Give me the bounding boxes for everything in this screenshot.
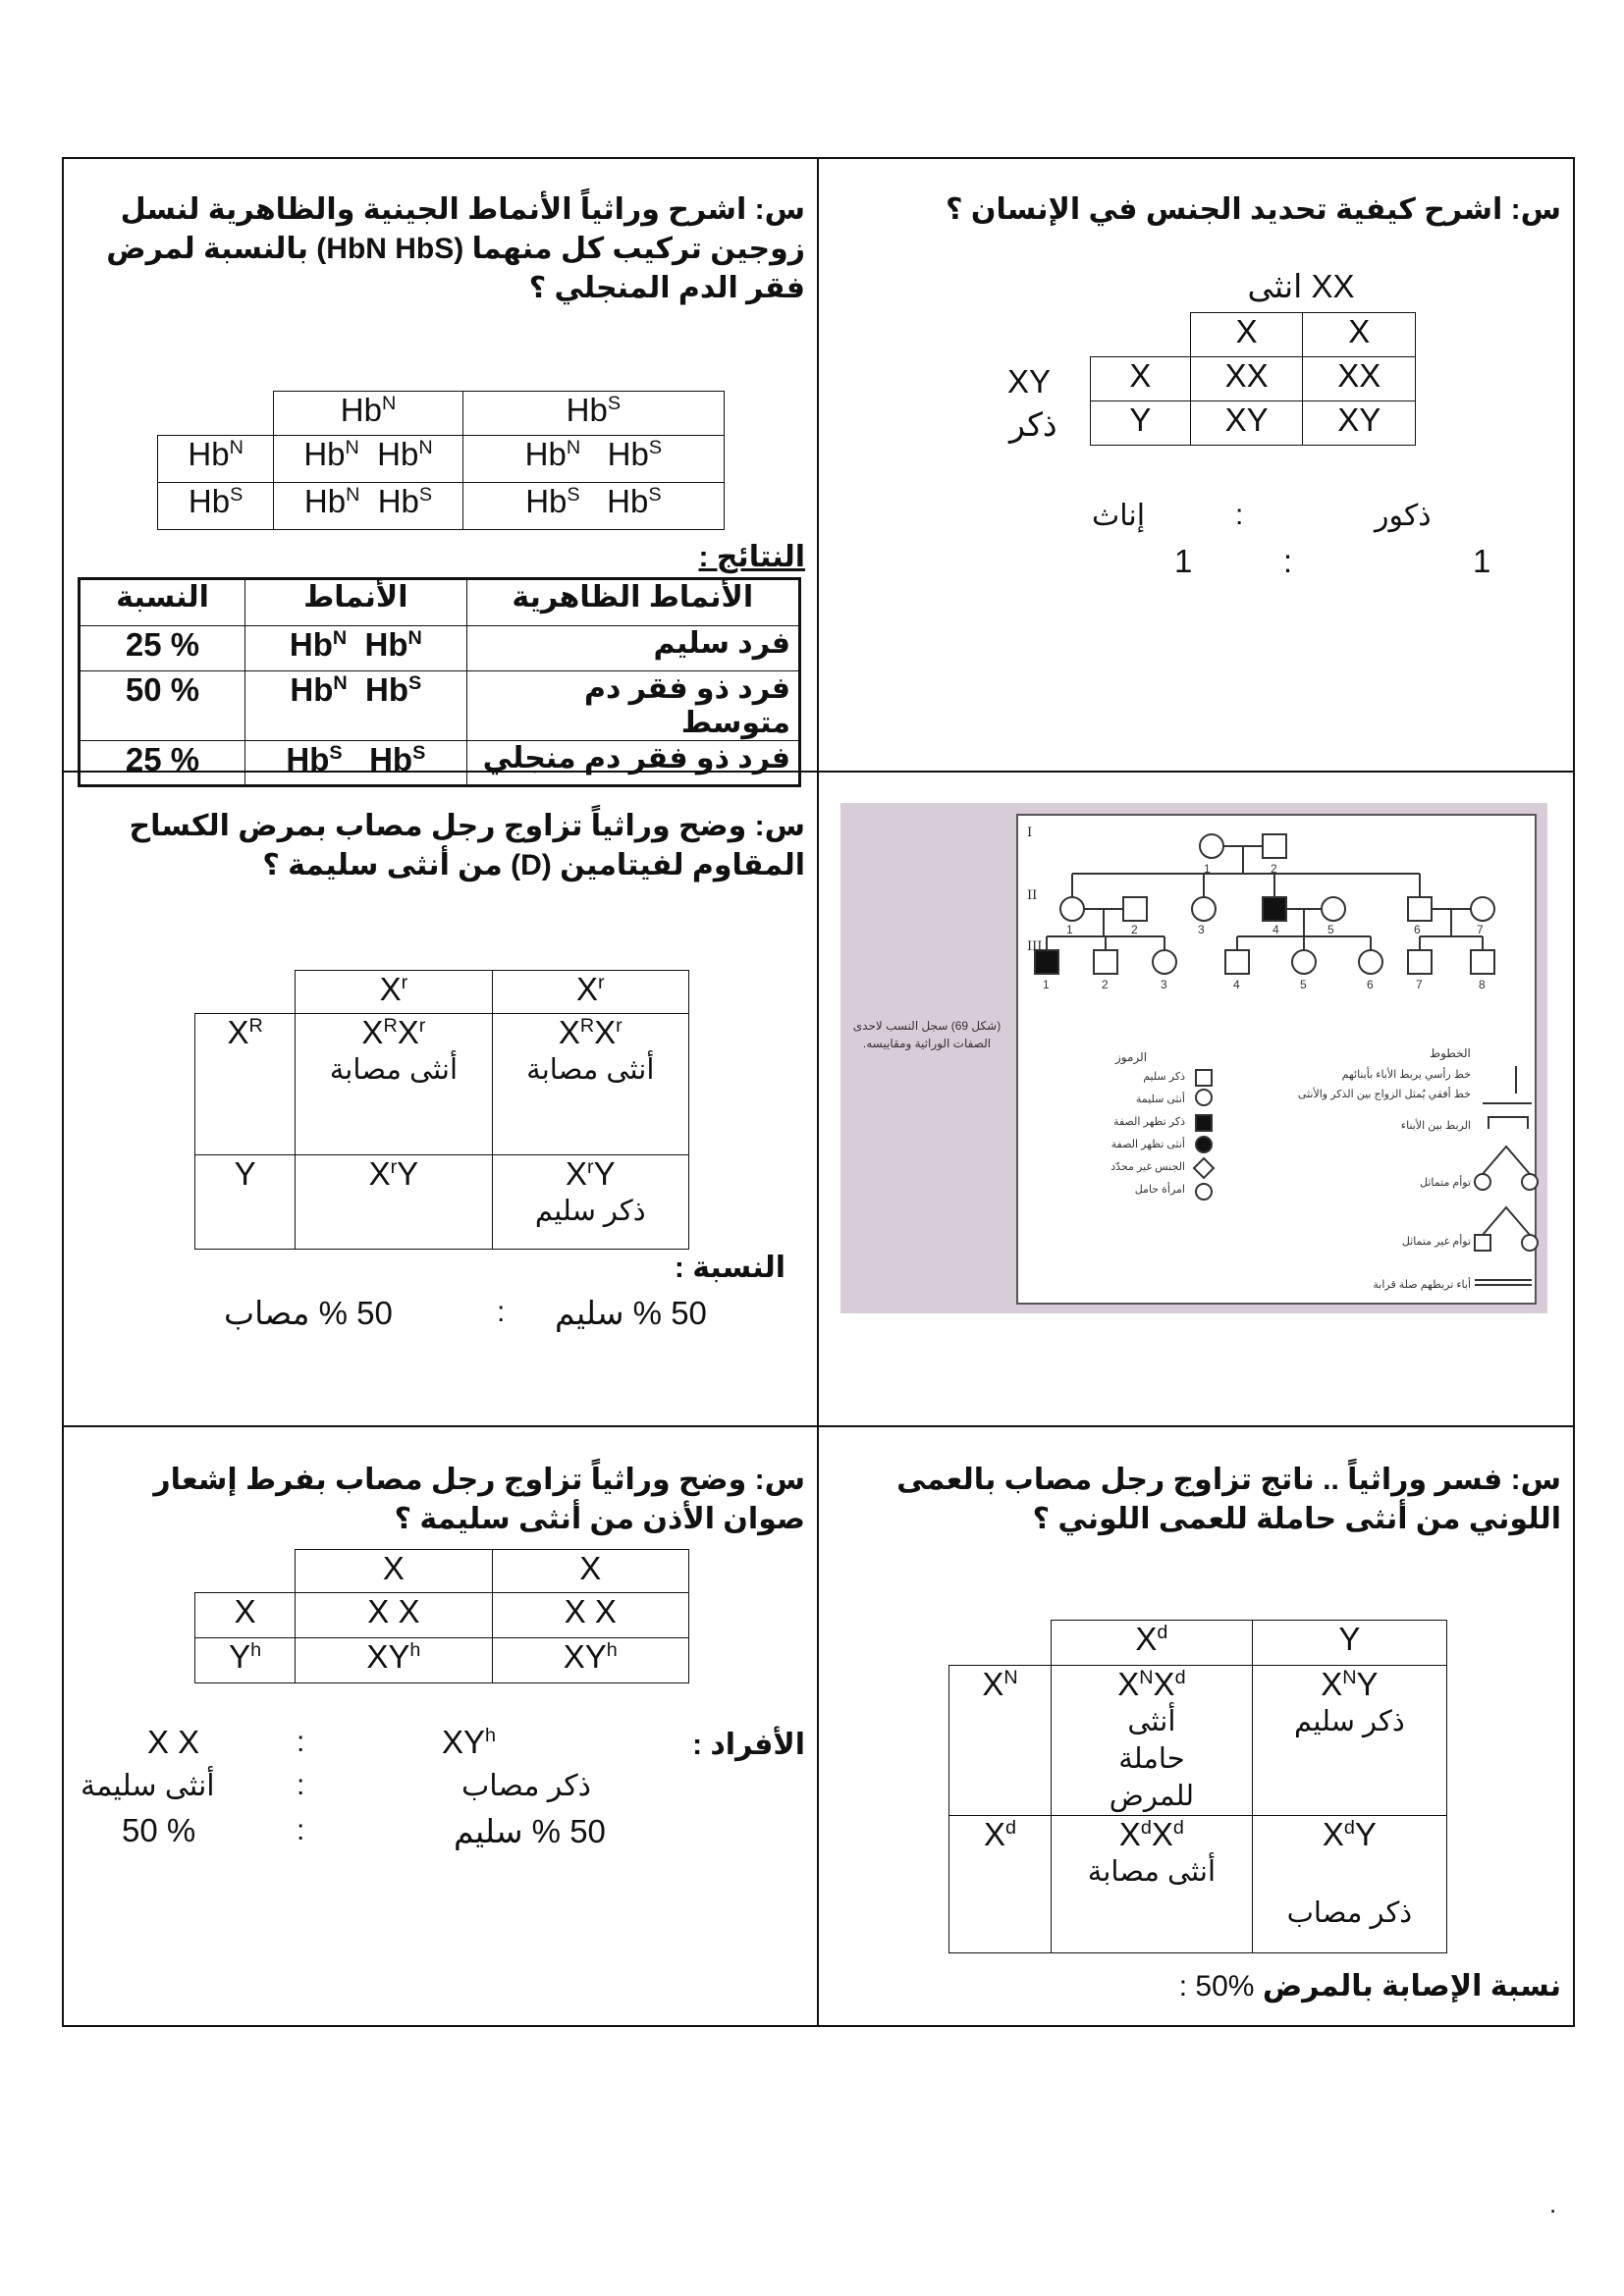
q5-cell-4: $X^dY$ ذكر مصاب [1252, 1816, 1446, 1953]
q6-header-x1: X [296, 1550, 492, 1593]
gen-label-1: I [1027, 826, 1033, 840]
q5-rate [1080, 1969, 1561, 2003]
q1-question: س: اشرح كيفية تحديد الجنس في الإنسان ؟ [946, 193, 1561, 226]
q5-cell-3-label: أنثى مصابة [1087, 1856, 1217, 1888]
q1-label-colon: : [1235, 499, 1244, 531]
q1-cell-xx2: XX [1303, 357, 1416, 401]
line-marriage: خط أفقي يُمثل الزواج بين الذكر والأنثى [1297, 1089, 1471, 1100]
num-g2-6: 6 [1414, 923, 1421, 936]
q2-genotype-1: $Hb^N$ $Hb^N$ [245, 626, 467, 671]
q4-cell-1: $X^RX^r$ أنثى مصابة [296, 1014, 492, 1155]
num-g2-3: 3 [1198, 923, 1205, 936]
q6-ind-female-geno: X X [147, 1724, 200, 1760]
q2-cell-hbn-hbn: $Hb^N$ $Hb^N$ [274, 436, 462, 483]
q2-header-hbs: $Hb^S$ [462, 392, 724, 436]
num-g3-1: 1 [1043, 978, 1050, 991]
q1-cell-xy1: XY [1190, 401, 1303, 446]
num-g2-2: 2 [1131, 923, 1138, 936]
q4-header-xr-2: $X^r$ [492, 971, 688, 1014]
q1-label-females: إناث [1092, 500, 1146, 532]
pedigree-symbols-title: الرموز [1115, 1050, 1148, 1064]
q6-ind-male-geno: $XY^h$ [442, 1724, 497, 1760]
q2-punnett-square [157, 391, 725, 530]
q1-punnett-square [1090, 312, 1416, 446]
q5-rate-label: نسبة الإصابة بالمرض [1262, 1970, 1561, 2002]
num-g2-7: 7 [1477, 923, 1484, 936]
q4-cell-2-label: أنثى مصابة [526, 1054, 655, 1086]
num-g3-8: 8 [1479, 978, 1486, 991]
q1-label-males: ذكور [1375, 500, 1432, 532]
num-g3-3: 3 [1161, 978, 1167, 991]
num-g3-6: 6 [1367, 978, 1374, 991]
q5-gamete-xN: $X^N$ [949, 1666, 1052, 1816]
q2-genotype-2: $Hb^N$ $Hb^S$ [245, 671, 467, 741]
q2-col-ratio: النسبة [80, 579, 245, 626]
grid-divider-center [817, 157, 819, 2027]
q4-ratio-healthy: 50 % سليم [555, 1295, 707, 1331]
num-g2-4: 4 [1272, 923, 1279, 936]
pedigree-caption: (شكل 69) سجل النسب لاحدى الصفات الوراثية ومقاييسه. [852, 1019, 1001, 1050]
symbol-pregnant: امرأة حامل [1134, 1184, 1185, 1196]
q5-cell-2: $X^NY$ ذكر سليم [1252, 1666, 1446, 1816]
q2-header-hbn: $Hb^N$ [274, 392, 462, 436]
symbol-affected-male: ذكر تظهر الصفة [1113, 1116, 1185, 1128]
q1-value-males: 1 [1473, 543, 1491, 579]
grid-divider-row2 [62, 1425, 1575, 1427]
symbol-healthy-male: ذكر سليم [1143, 1071, 1185, 1083]
q4-question: س: وضح وراثياً تزاوج رجل مصاب بمرض الكساح المقاوم لفيتامين (D) من أنثى سليمة ؟ [129, 810, 805, 881]
q5-punnett-square [948, 1620, 1447, 1953]
q5-cell-1: $X^NX^d$ أنثى حاملة للمرض [1052, 1666, 1253, 1816]
q6-colon-2: : [297, 1769, 305, 1801]
q6-cell-xyh2: $XY^h$ [492, 1638, 688, 1683]
page-mark: . [1549, 2189, 1557, 2218]
pedigree-figure [840, 803, 1547, 1313]
line-fraternal-twins: توأم غير متماثل [1401, 1236, 1471, 1248]
q6-cell-xyh1: $XY^h$ [296, 1638, 492, 1683]
q4-gamete-xR: $X^R$ [195, 1014, 296, 1155]
num-g2-5: 5 [1327, 923, 1334, 936]
num-g1-2: 2 [1271, 862, 1277, 876]
q2-genotype-3: $Hb^S$ $Hb^S$ [245, 741, 467, 786]
q2-phenotype-2: فرد ذو فقر دم متوسط [466, 671, 799, 741]
q1-cell-xx1: XX [1190, 357, 1303, 401]
q5-gamete-xd: $X^d$ [949, 1816, 1052, 1953]
line-siblings: الربط بين الأبناء [1400, 1120, 1471, 1132]
num-g3-4: 4 [1233, 978, 1240, 991]
q2-col-genotype: الأنماط [245, 579, 467, 626]
q5-cell-4-label: ذكر مصاب [1286, 1897, 1413, 1929]
q2-ratio-2: % 50 [80, 671, 245, 741]
q6-ind-female: أنثى سليمة [81, 1770, 215, 1802]
q2-results-label: النتائج : [698, 541, 805, 573]
q6-cell-xx1: X X [296, 1593, 492, 1638]
q1-value-females: 1 [1174, 543, 1193, 579]
q6-gamete-x: X [195, 1593, 296, 1638]
q2-cell-hbn-hbs: $Hb^N$ $Hb^S$ [462, 436, 724, 483]
q6-pct-male: 50 % سليم [454, 1813, 606, 1849]
q2-phenotype-1: فرد سليم [466, 626, 799, 671]
q2-question-text: س: اشرح وراثياً الأنماط الجينية والظاهرية لنسل زوجين تركيب كل منهما (HbN HbS) بالنسبة لمرض فقر الدم المنجلي ؟ [106, 193, 805, 304]
q1-male-word: ذكر [1009, 406, 1057, 443]
q4-ratio-affected: 50 % مصاب [224, 1295, 393, 1331]
q2-cell-hbn-hbs-2: $Hb^N$ $Hb^S$ [274, 483, 462, 530]
q1-gamete-x: X [1091, 357, 1191, 401]
q1-header-x1: X [1190, 313, 1303, 357]
q4-ratio-colon: : [497, 1296, 506, 1328]
gen-label-3: III [1027, 939, 1043, 954]
q4-header-xr-1: $X^r$ [296, 971, 492, 1014]
q6-ind-male: ذكر مصاب [461, 1770, 591, 1802]
q5-question: س: فسر وراثياً .. ناتج تزاوج رجل مصاب بالعمى اللوني من أنثى حاملة للعمى اللوني ؟ [896, 1464, 1561, 1535]
num-g2-1: 1 [1066, 923, 1073, 936]
q2-col-phenotype: الأنماط الظاهرية [466, 579, 799, 626]
symbol-affected-female: أنثى تظهر الصفة [1110, 1139, 1185, 1150]
q1-male-type: XY [1007, 363, 1052, 400]
q6-colon-3: : [297, 1814, 305, 1846]
q2-cell-hbs-hbs: $Hb^S$ $Hb^S$ [462, 483, 724, 530]
num-g1-1: 1 [1204, 862, 1211, 876]
gen-label-2: II [1027, 888, 1038, 903]
q1-cell-xy2: XY [1303, 401, 1416, 446]
q2-results-table [78, 577, 801, 787]
q6-individuals-label: الأفراد : [692, 1729, 805, 1761]
q4-cell-1-label: أنثى مصابة [329, 1054, 458, 1086]
q4-punnett-square [194, 970, 689, 1250]
q2-ratio-1: % 25 [80, 626, 245, 671]
q1-female-label: XX انثى [1247, 268, 1355, 304]
q6-gamete-yh: $Y^h$ [195, 1638, 296, 1683]
q6-pct-female: % 50 [122, 1812, 196, 1848]
symbol-healthy-female: أنثى سليمة [1135, 1094, 1185, 1105]
num-g3-5: 5 [1300, 978, 1307, 991]
grid-border-right [1573, 157, 1575, 2027]
q4-cell-4: $X^rY$ ذكر سليم [492, 1155, 688, 1250]
pedigree-lines-title: الخطوط [1430, 1046, 1471, 1060]
line-parent-child: خط رأسي يربط الأباء بأبنائهم [1341, 1069, 1471, 1081]
q6-header-x2: X [492, 1550, 688, 1593]
line-consanguinity: أباء تربطهم صلة قرابة [1373, 1279, 1471, 1291]
q4-gamete-y: Y [195, 1155, 296, 1250]
q4-cell-2: $X^RX^r$ أنثى مصابة [492, 1014, 688, 1155]
q5-cell-1-label: أنثى حاملة للمرض [1109, 1706, 1195, 1812]
q2-gamete-hbn: $Hb^N$ [158, 436, 274, 483]
line-identical-twins: توأم متماثل [1420, 1177, 1471, 1189]
q5-cell-3: $X^dX^d$ أنثى مصابة [1052, 1816, 1253, 1953]
q2-phenotype-3: فرد ذو فقر دم منجلي [466, 741, 799, 786]
q5-header-xd: $X^d$ [1052, 1621, 1253, 1666]
q6-cell-xx2: X X [492, 1593, 688, 1638]
q4-cell-3: $X^rY$ [296, 1155, 492, 1250]
symbol-unknown-sex: الجنس غير محدّد [1110, 1161, 1185, 1173]
q1-gamete-y: Y [1091, 401, 1191, 446]
q6-punnett-square [194, 1549, 689, 1683]
q2-question [88, 190, 805, 308]
num-g3-7: 7 [1416, 978, 1423, 991]
num-g3-2: 2 [1102, 978, 1109, 991]
q4-cell-4-label: ذكر سليم [534, 1196, 646, 1227]
q4-ratio-label: النسبة : [674, 1252, 785, 1284]
grid-border-left [62, 157, 64, 2027]
q5-header-y: Y [1252, 1621, 1446, 1666]
pedigree-symbols-list [1072, 1066, 1185, 1201]
q1-header-x2: X [1303, 313, 1416, 357]
q5-cell-2-label: ذكر سليم [1294, 1706, 1405, 1737]
q5-rate-value: : 50% [1178, 1970, 1255, 2002]
q6-colon-1: : [297, 1726, 305, 1758]
q2-gamete-hbs: $Hb^S$ [158, 483, 274, 530]
q2-ratio-3: % 25 [80, 741, 245, 786]
q6-question: س: وضح وراثياً تزاوج رجل مصاب بفرط إشعار صوان الأذن من أنثى سليمة ؟ [153, 1464, 805, 1535]
q1-value-colon: : [1283, 543, 1293, 579]
